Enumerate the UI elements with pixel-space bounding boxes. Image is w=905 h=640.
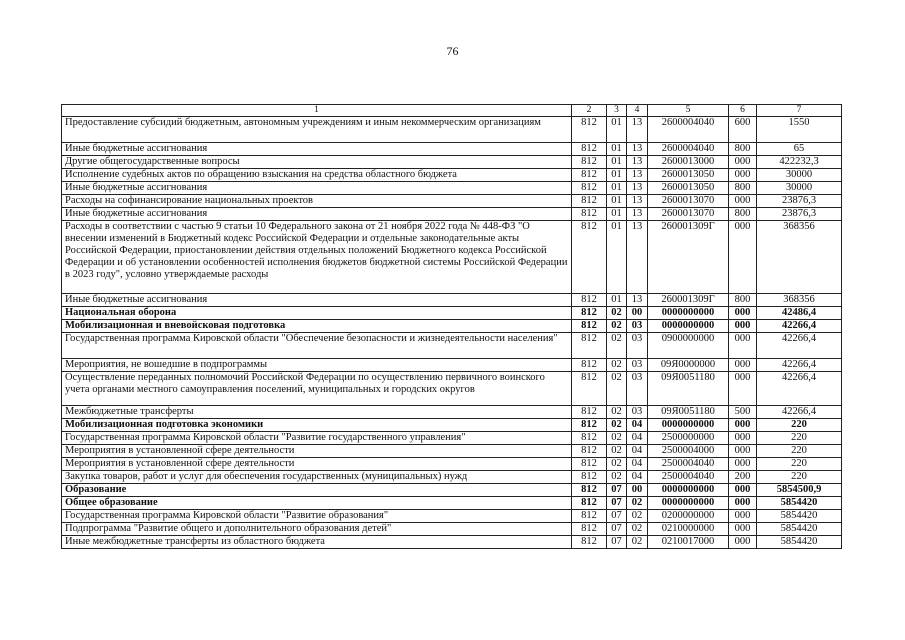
table-row xyxy=(62,333,842,359)
row-amount-cell: 220 xyxy=(757,432,842,445)
header-col-2: 2 xyxy=(572,105,607,117)
row-name-cell: Подпрограмма "Развитие общего и дополнительного образования детей" xyxy=(62,523,572,536)
row-section-cell: 02 xyxy=(607,372,627,406)
row-target-article-cell: 0000000000 xyxy=(648,307,729,320)
row-name-cell: Мобилизационная подготовка экономики xyxy=(62,419,572,432)
row-subsection-cell: 02 xyxy=(627,523,648,536)
row-expense-type-cell: 000 xyxy=(729,320,757,333)
row-expense-type-cell: 000 xyxy=(729,536,757,549)
row-subsection-cell: 13 xyxy=(627,208,648,221)
row-name-cell: Мероприятия в установленной сфере деятельности xyxy=(62,445,572,458)
row-grbs-cell: 812 xyxy=(572,510,607,523)
row-amount-cell: 220 xyxy=(757,458,842,471)
row-expense-type-cell: 000 xyxy=(729,195,757,208)
row-grbs-cell: 812 xyxy=(572,419,607,432)
row-section-cell: 02 xyxy=(607,406,627,419)
row-name-cell: Национальная оборона xyxy=(62,307,572,320)
row-expense-type-cell: 600 xyxy=(729,117,757,143)
row-subsection-cell: 04 xyxy=(627,458,648,471)
row-grbs-cell: 812 xyxy=(572,497,607,510)
row-subsection-cell: 03 xyxy=(627,406,648,419)
row-amount-cell: 368356 xyxy=(757,221,842,294)
table-row xyxy=(62,221,842,294)
row-expense-type-cell: 000 xyxy=(729,445,757,458)
table-body xyxy=(62,117,842,549)
row-subsection-cell: 13 xyxy=(627,182,648,195)
row-target-article-cell: 2500004040 xyxy=(648,458,729,471)
row-amount-cell: 30000 xyxy=(757,169,842,182)
row-expense-type-cell: 000 xyxy=(729,169,757,182)
row-grbs-cell: 812 xyxy=(572,333,607,359)
row-target-article-cell: 260001309Г xyxy=(648,294,729,307)
table-row xyxy=(62,445,842,458)
row-name-cell: Иные бюджетные ассигнования xyxy=(62,182,572,195)
row-amount-cell: 368356 xyxy=(757,294,842,307)
table-row xyxy=(62,307,842,320)
header-col-7: 7 xyxy=(757,105,842,117)
header-col-3: 3 xyxy=(607,105,627,117)
table-row xyxy=(62,419,842,432)
row-subsection-cell: 02 xyxy=(627,536,648,549)
row-expense-type-cell: 800 xyxy=(729,182,757,195)
row-target-article-cell: 0200000000 xyxy=(648,510,729,523)
row-name-cell: Образование xyxy=(62,484,572,497)
row-section-cell: 01 xyxy=(607,117,627,143)
table-row xyxy=(62,510,842,523)
row-name-cell: Исполнение судебных актов по обращению взыскания на средства областного бюджета xyxy=(62,169,572,182)
row-expense-type-cell: 000 xyxy=(729,510,757,523)
row-subsection-cell: 00 xyxy=(627,307,648,320)
row-expense-type-cell: 000 xyxy=(729,419,757,432)
row-subsection-cell: 03 xyxy=(627,320,648,333)
table-row xyxy=(62,406,842,419)
row-name-cell: Расходы в соответствии с частью 9 статьи 10 Федерального закона от 21 ноября 2022 года № 448-ФЗ "О внесении изменений в Бюджетный кодекс Российской Федерации и отдельные законодательные акты Российской Федерации, приостановлении действия отдельных положений Бюджетного кодекса Российской Федерации и об установлении особенностей исполнения бюджетов бюджетной системы Российской Федерации в 2023 году", условно утверждаемые расходы xyxy=(62,221,572,294)
row-expense-type-cell: 000 xyxy=(729,432,757,445)
row-section-cell: 07 xyxy=(607,523,627,536)
row-grbs-cell: 812 xyxy=(572,458,607,471)
row-grbs-cell: 812 xyxy=(572,432,607,445)
row-target-article-cell: 0900000000 xyxy=(648,333,729,359)
page-number: 76 xyxy=(446,44,459,58)
row-target-article-cell: 2600013050 xyxy=(648,169,729,182)
row-expense-type-cell: 000 xyxy=(729,333,757,359)
row-target-article-cell: 09Я0051180 xyxy=(648,406,729,419)
row-section-cell: 02 xyxy=(607,471,627,484)
row-target-article-cell: 2600004040 xyxy=(648,143,729,156)
header-col-1: 1 xyxy=(62,105,572,117)
row-grbs-cell: 812 xyxy=(572,221,607,294)
row-subsection-cell: 02 xyxy=(627,497,648,510)
row-section-cell: 02 xyxy=(607,320,627,333)
table-row xyxy=(62,432,842,445)
row-target-article-cell: 2500000000 xyxy=(648,432,729,445)
table-row xyxy=(62,372,842,406)
row-expense-type-cell: 000 xyxy=(729,307,757,320)
row-expense-type-cell: 000 xyxy=(729,221,757,294)
row-subsection-cell: 13 xyxy=(627,195,648,208)
row-amount-cell: 220 xyxy=(757,471,842,484)
row-amount-cell: 5854420 xyxy=(757,536,842,549)
row-grbs-cell: 812 xyxy=(572,372,607,406)
row-target-article-cell: 09Я0000000 xyxy=(648,359,729,372)
row-amount-cell: 422232,3 xyxy=(757,156,842,169)
row-grbs-cell: 812 xyxy=(572,320,607,333)
row-section-cell: 01 xyxy=(607,169,627,182)
row-amount-cell: 42266,4 xyxy=(757,333,842,359)
row-subsection-cell: 00 xyxy=(627,484,648,497)
row-target-article-cell: 0000000000 xyxy=(648,497,729,510)
table-row xyxy=(62,359,842,372)
row-section-cell: 07 xyxy=(607,510,627,523)
row-subsection-cell: 04 xyxy=(627,445,648,458)
row-amount-cell: 42266,4 xyxy=(757,359,842,372)
row-amount-cell: 23876,3 xyxy=(757,195,842,208)
table-row xyxy=(62,320,842,333)
row-grbs-cell: 812 xyxy=(572,471,607,484)
header-col-5: 5 xyxy=(648,105,729,117)
row-target-article-cell: 0000000000 xyxy=(648,484,729,497)
row-grbs-cell: 812 xyxy=(572,169,607,182)
row-section-cell: 01 xyxy=(607,294,627,307)
row-name-cell: Общее образование xyxy=(62,497,572,510)
row-amount-cell: 5854420 xyxy=(757,510,842,523)
row-section-cell: 01 xyxy=(607,208,627,221)
row-amount-cell: 1550 xyxy=(757,117,842,143)
row-subsection-cell: 02 xyxy=(627,510,648,523)
row-amount-cell: 220 xyxy=(757,419,842,432)
row-name-cell: Иные бюджетные ассигнования xyxy=(62,294,572,307)
row-name-cell: Расходы на софинансирование национальных проектов xyxy=(62,195,572,208)
row-grbs-cell: 812 xyxy=(572,156,607,169)
row-expense-type-cell: 500 xyxy=(729,406,757,419)
row-subsection-cell: 13 xyxy=(627,169,648,182)
row-name-cell: Закупка товаров, работ и услуг для обеспечения государственных (муниципальных) нужд xyxy=(62,471,572,484)
table-row xyxy=(62,169,842,182)
row-target-article-cell: 2600013000 xyxy=(648,156,729,169)
table-row xyxy=(62,471,842,484)
row-expense-type-cell: 000 xyxy=(729,372,757,406)
row-grbs-cell: 812 xyxy=(572,359,607,372)
row-name-cell: Осуществление переданных полномочий Российской Федерации по осуществлению первичного воинского учета органами местного самоуправления поселений, муниципальных и городских округов xyxy=(62,372,572,406)
row-target-article-cell: 2500004040 xyxy=(648,471,729,484)
row-amount-cell: 5854420 xyxy=(757,523,842,536)
row-expense-type-cell: 800 xyxy=(729,208,757,221)
row-section-cell: 01 xyxy=(607,156,627,169)
row-amount-cell: 220 xyxy=(757,445,842,458)
row-expense-type-cell: 000 xyxy=(729,359,757,372)
row-section-cell: 01 xyxy=(607,195,627,208)
row-amount-cell: 42266,4 xyxy=(757,372,842,406)
row-grbs-cell: 812 xyxy=(572,208,607,221)
table-row xyxy=(62,182,842,195)
row-target-article-cell: 2500004000 xyxy=(648,445,729,458)
table-header-row xyxy=(62,105,842,117)
row-grbs-cell: 812 xyxy=(572,406,607,419)
table-row xyxy=(62,143,842,156)
row-target-article-cell: 2600004040 xyxy=(648,117,729,143)
row-amount-cell: 5854420 xyxy=(757,497,842,510)
row-subsection-cell: 04 xyxy=(627,432,648,445)
row-subsection-cell: 13 xyxy=(627,294,648,307)
row-section-cell: 02 xyxy=(607,333,627,359)
row-name-cell: Межбюджетные трансферты xyxy=(62,406,572,419)
row-grbs-cell: 812 xyxy=(572,484,607,497)
row-target-article-cell: 09Я0051180 xyxy=(648,372,729,406)
row-grbs-cell: 812 xyxy=(572,294,607,307)
row-expense-type-cell: 200 xyxy=(729,471,757,484)
row-name-cell: Мобилизационная и вневойсковая подготовка xyxy=(62,320,572,333)
row-section-cell: 07 xyxy=(607,484,627,497)
row-expense-type-cell: 000 xyxy=(729,156,757,169)
row-subsection-cell: 13 xyxy=(627,117,648,143)
row-amount-cell: 23876,3 xyxy=(757,208,842,221)
row-subsection-cell: 03 xyxy=(627,372,648,406)
row-name-cell: Предоставление субсидий бюджетным, автономным учреждениям и иным некоммерческим организациям xyxy=(62,117,572,143)
header-col-6: 6 xyxy=(729,105,757,117)
row-name-cell: Иные бюджетные ассигнования xyxy=(62,208,572,221)
row-section-cell: 02 xyxy=(607,419,627,432)
table-row xyxy=(62,497,842,510)
row-subsection-cell: 13 xyxy=(627,156,648,169)
row-expense-type-cell: 800 xyxy=(729,294,757,307)
row-subsection-cell: 03 xyxy=(627,359,648,372)
row-name-cell: Государственная программа Кировской области "Развитие образования" xyxy=(62,510,572,523)
row-amount-cell: 42266,4 xyxy=(757,320,842,333)
table-row xyxy=(62,536,842,549)
row-grbs-cell: 812 xyxy=(572,143,607,156)
row-target-article-cell: 2600013050 xyxy=(648,182,729,195)
row-expense-type-cell: 000 xyxy=(729,523,757,536)
row-expense-type-cell: 000 xyxy=(729,497,757,510)
row-grbs-cell: 812 xyxy=(572,307,607,320)
row-target-article-cell: 0210017000 xyxy=(648,536,729,549)
row-subsection-cell: 04 xyxy=(627,471,648,484)
row-amount-cell: 42266,4 xyxy=(757,406,842,419)
table-row xyxy=(62,458,842,471)
row-subsection-cell: 03 xyxy=(627,333,648,359)
row-section-cell: 02 xyxy=(607,359,627,372)
row-amount-cell: 30000 xyxy=(757,182,842,195)
header-col-4: 4 xyxy=(627,105,648,117)
row-subsection-cell: 13 xyxy=(627,221,648,294)
row-name-cell: Иные бюджетные ассигнования xyxy=(62,143,572,156)
row-section-cell: 07 xyxy=(607,497,627,510)
row-name-cell: Государственная программа Кировской области "Развитие государственного управления" xyxy=(62,432,572,445)
table-row xyxy=(62,195,842,208)
row-grbs-cell: 812 xyxy=(572,117,607,143)
row-amount-cell: 42486,4 xyxy=(757,307,842,320)
row-section-cell: 01 xyxy=(607,221,627,294)
row-target-article-cell: 0210000000 xyxy=(648,523,729,536)
row-section-cell: 02 xyxy=(607,432,627,445)
row-name-cell: Мероприятия в установленной сфере деятельности xyxy=(62,458,572,471)
table-row xyxy=(62,208,842,221)
row-section-cell: 01 xyxy=(607,182,627,195)
row-grbs-cell: 812 xyxy=(572,182,607,195)
row-section-cell: 02 xyxy=(607,458,627,471)
row-subsection-cell: 13 xyxy=(627,143,648,156)
table-row xyxy=(62,523,842,536)
row-section-cell: 02 xyxy=(607,307,627,320)
row-grbs-cell: 812 xyxy=(572,523,607,536)
table-row xyxy=(62,484,842,497)
row-target-article-cell: 2600013070 xyxy=(648,195,729,208)
row-section-cell: 01 xyxy=(607,143,627,156)
row-expense-type-cell: 000 xyxy=(729,458,757,471)
row-amount-cell: 65 xyxy=(757,143,842,156)
row-grbs-cell: 812 xyxy=(572,195,607,208)
row-expense-type-cell: 000 xyxy=(729,484,757,497)
row-section-cell: 02 xyxy=(607,445,627,458)
row-amount-cell: 5854500,9 xyxy=(757,484,842,497)
row-grbs-cell: 812 xyxy=(572,445,607,458)
table-row xyxy=(62,117,842,143)
row-name-cell: Другие общегосударственные вопросы xyxy=(62,156,572,169)
row-expense-type-cell: 800 xyxy=(729,143,757,156)
table-row xyxy=(62,294,842,307)
row-section-cell: 07 xyxy=(607,536,627,549)
table-row xyxy=(62,156,842,169)
row-name-cell: Иные межбюджетные трансферты из областного бюджета xyxy=(62,536,572,549)
row-target-article-cell: 0000000000 xyxy=(648,419,729,432)
row-grbs-cell: 812 xyxy=(572,536,607,549)
row-name-cell: Мероприятия, не вошедшие в подпрограммы xyxy=(62,359,572,372)
row-name-cell: Государственная программа Кировской области "Обеспечение безопасности и жизнедеятельности населения" xyxy=(62,333,572,359)
row-target-article-cell: 0000000000 xyxy=(648,320,729,333)
row-subsection-cell: 04 xyxy=(627,419,648,432)
budget-table xyxy=(61,104,842,549)
row-target-article-cell: 260001309Г xyxy=(648,221,729,294)
row-target-article-cell: 2600013070 xyxy=(648,208,729,221)
